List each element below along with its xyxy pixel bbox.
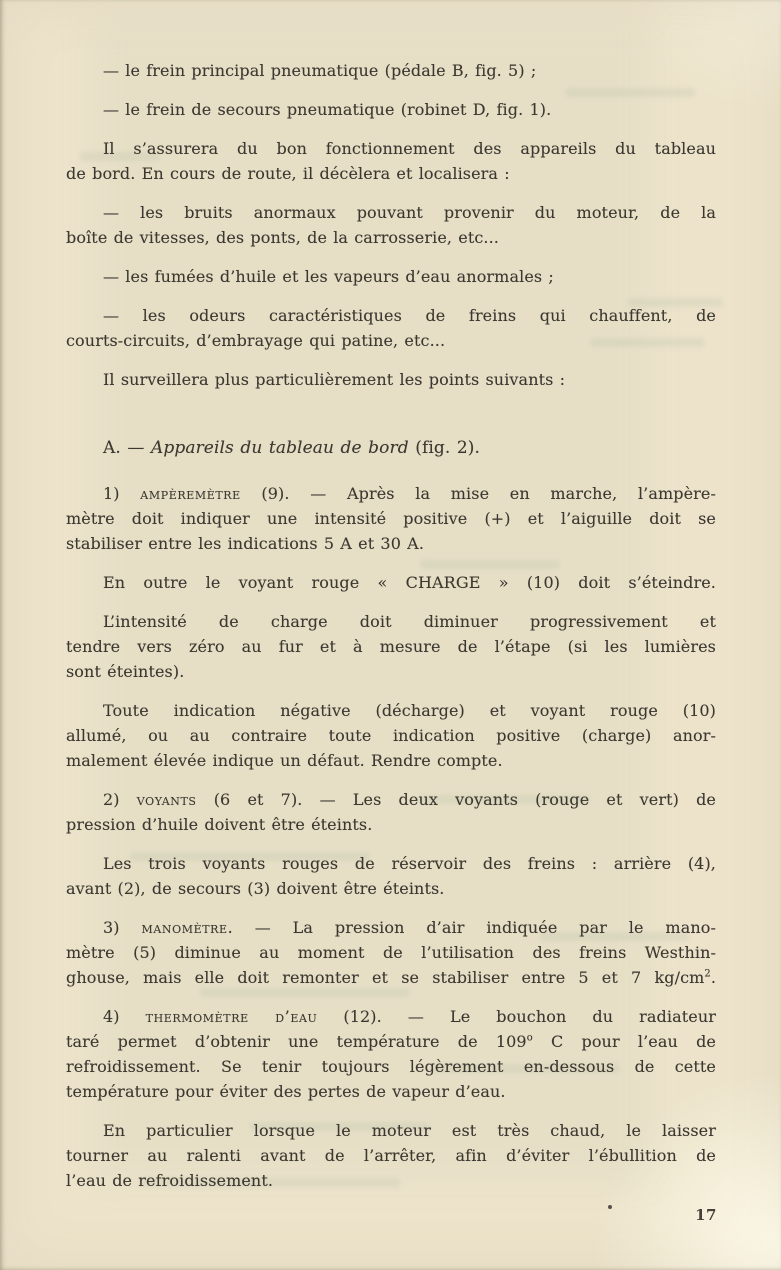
page-number: 17: [695, 1206, 717, 1224]
text-segment: avant (2), de secours (3) doivent être éteints.: [66, 879, 445, 898]
text-segment: courts-circuits, d’embrayage qui patine, etc...: [66, 331, 446, 350]
text-segment: température pour éviter des pertes de vapeur d’eau.: [66, 1082, 506, 1101]
text-segment: 1): [103, 484, 141, 503]
text-line: [66, 481, 716, 506]
paragraph: [66, 481, 716, 556]
text-line: [66, 812, 716, 837]
text-segment: ghouse, mais elle doit remonter et se stabiliser entre 5 et 7 kg/cm: [66, 968, 705, 987]
text-segment: tourner au ralenti avant de l’arrêter, afin d’éviter l’ébullition de: [66, 1146, 716, 1165]
text-line: [66, 748, 716, 773]
text-line: [66, 940, 716, 965]
text-segment: C pour l’eau de: [532, 1032, 716, 1051]
text-segment: (fig. 2).: [408, 438, 481, 458]
heading-title-italic: Appareils du tableau de bord: [151, 438, 409, 458]
term-smallcaps: thermomètre d’eau: [145, 1007, 318, 1026]
text-line: [66, 570, 716, 595]
text-line: [66, 328, 716, 353]
text-line: [66, 915, 716, 940]
text-line: [66, 876, 716, 901]
text-segment: (12). — Le bouchon du radiateur: [317, 1007, 717, 1026]
text-segment: . — La pression d’air indiquée par le mano-: [227, 918, 716, 937]
dash-item: [66, 264, 716, 289]
text-line: [66, 506, 716, 531]
text-segment: (9). — Après la mise en marche, l’ampère-: [240, 484, 716, 503]
text-segment: 3): [103, 918, 142, 937]
text-segment: sont éteintes).: [66, 662, 185, 681]
text-segment: stabiliser entre les indications 5 A et 30 A.: [66, 534, 425, 553]
text-segment: — le frein principal pneumatique (pédale B, fig. 5) ;: [103, 61, 537, 80]
dash-item: [66, 303, 716, 353]
text-segment: En particulier lorsque le moteur est très chaud, le laisser: [103, 1121, 716, 1140]
paragraph: [66, 367, 716, 392]
text-segment: refroidissement. Se tenir toujours légèrement en-dessous de cette: [66, 1057, 716, 1076]
text-segment: pression d’huile doivent être éteints.: [66, 815, 373, 834]
superscript: 2: [704, 968, 711, 980]
term-smallcaps: manomètre: [141, 918, 228, 937]
text-segment: — les fumées d’huile et les vapeurs d’eau anormales ;: [103, 267, 554, 286]
text-segment: Les trois voyants rouges de réservoir des freins : arrière (4),: [103, 854, 716, 873]
text-line: [66, 1118, 716, 1143]
text-line: [66, 787, 716, 812]
text-segment: .: [710, 968, 716, 987]
term-smallcaps: voyants: [136, 790, 197, 809]
paragraph: [66, 1004, 716, 1104]
text-line: [66, 1143, 716, 1168]
section-heading: [66, 436, 716, 461]
text-line: [66, 1004, 716, 1029]
text-segment: En outre le voyant rouge « CHARGE » (10) doit s’éteindre.: [103, 573, 716, 592]
term-smallcaps: ampèremètre: [140, 484, 241, 503]
text-line: [66, 634, 716, 659]
text-line: [66, 303, 716, 328]
text-line: [66, 58, 716, 83]
text-line: [66, 965, 716, 990]
text-line: [66, 200, 716, 225]
text-segment: Il s’assurera du bon fonctionnement des appareils du tableau: [103, 139, 716, 158]
text-segment: — le frein de secours pneumatique (robinet D, fig. 1).: [103, 100, 552, 119]
text-line: [66, 225, 716, 250]
text-segment: boîte de vitesses, des ponts, de la carrosserie, etc...: [66, 228, 499, 247]
dash-item: [66, 97, 716, 122]
text-line: [66, 1054, 716, 1079]
text-segment: Il surveillera plus particulièrement les points suivants :: [103, 370, 566, 389]
text-line: [66, 659, 716, 684]
text-segment: — les odeurs caractéristiques de freins qui chauffent, de: [103, 306, 716, 325]
text-line: [66, 609, 716, 634]
ink-speck: [608, 1205, 612, 1209]
text-line: [66, 264, 716, 289]
dash-item: [66, 58, 716, 83]
text-segment: (6 et 7). — Les deux voyants (rouge et vert) de: [196, 790, 716, 809]
text-segment: mètre (5) diminue au moment de l’utilisation des freins Westhin-: [66, 943, 716, 962]
text-segment: 2): [103, 790, 137, 809]
text-line: [66, 161, 716, 186]
text-segment: — les bruits anormaux pouvant provenir du moteur, de la: [103, 203, 716, 222]
text-segment: A. —: [103, 438, 151, 458]
paragraph: [66, 1118, 716, 1193]
text-line: [66, 723, 716, 748]
text-line: [66, 531, 716, 556]
text-line: [66, 436, 716, 461]
text-line: [66, 698, 716, 723]
text-segment: taré permet d’obtenir une température de 109: [66, 1032, 527, 1051]
paragraph: [66, 851, 716, 901]
text-segment: l’eau de refroidissement.: [66, 1171, 274, 1190]
text-line: [66, 136, 716, 161]
text-segment: malement élevée indique un défaut. Rendre compte.: [66, 751, 503, 770]
text-segment: de bord. En cours de route, il décèlera et localisera :: [66, 164, 510, 183]
text-line: [66, 1079, 716, 1104]
paragraph: [66, 570, 716, 595]
paragraph: [66, 915, 716, 990]
text-line: [66, 367, 716, 392]
text-line: [66, 1168, 716, 1193]
text-segment: tendre vers zéro au fur et à mesure de l’étape (si les lumières: [66, 637, 716, 656]
text-segment: Toute indication négative (décharge) et voyant rouge (10): [103, 701, 716, 720]
paragraph: [66, 136, 716, 186]
superscript: o: [526, 1032, 533, 1044]
text-segment: mètre doit indiquer une intensité positive (+) et l’aiguille doit se: [66, 509, 716, 528]
text-segment: 4): [103, 1007, 146, 1026]
text-segment: allumé, ou au contraire toute indication positive (charge) anor-: [66, 726, 716, 745]
text-line: [66, 1029, 716, 1054]
paragraph: [66, 698, 716, 773]
dash-item: [66, 200, 716, 250]
paragraph: [66, 609, 716, 684]
paragraph: [66, 787, 716, 837]
text-line: [66, 851, 716, 876]
text-segment: L’intensité de charge doit diminuer progressivement et: [103, 612, 716, 631]
text-line: [66, 97, 716, 122]
